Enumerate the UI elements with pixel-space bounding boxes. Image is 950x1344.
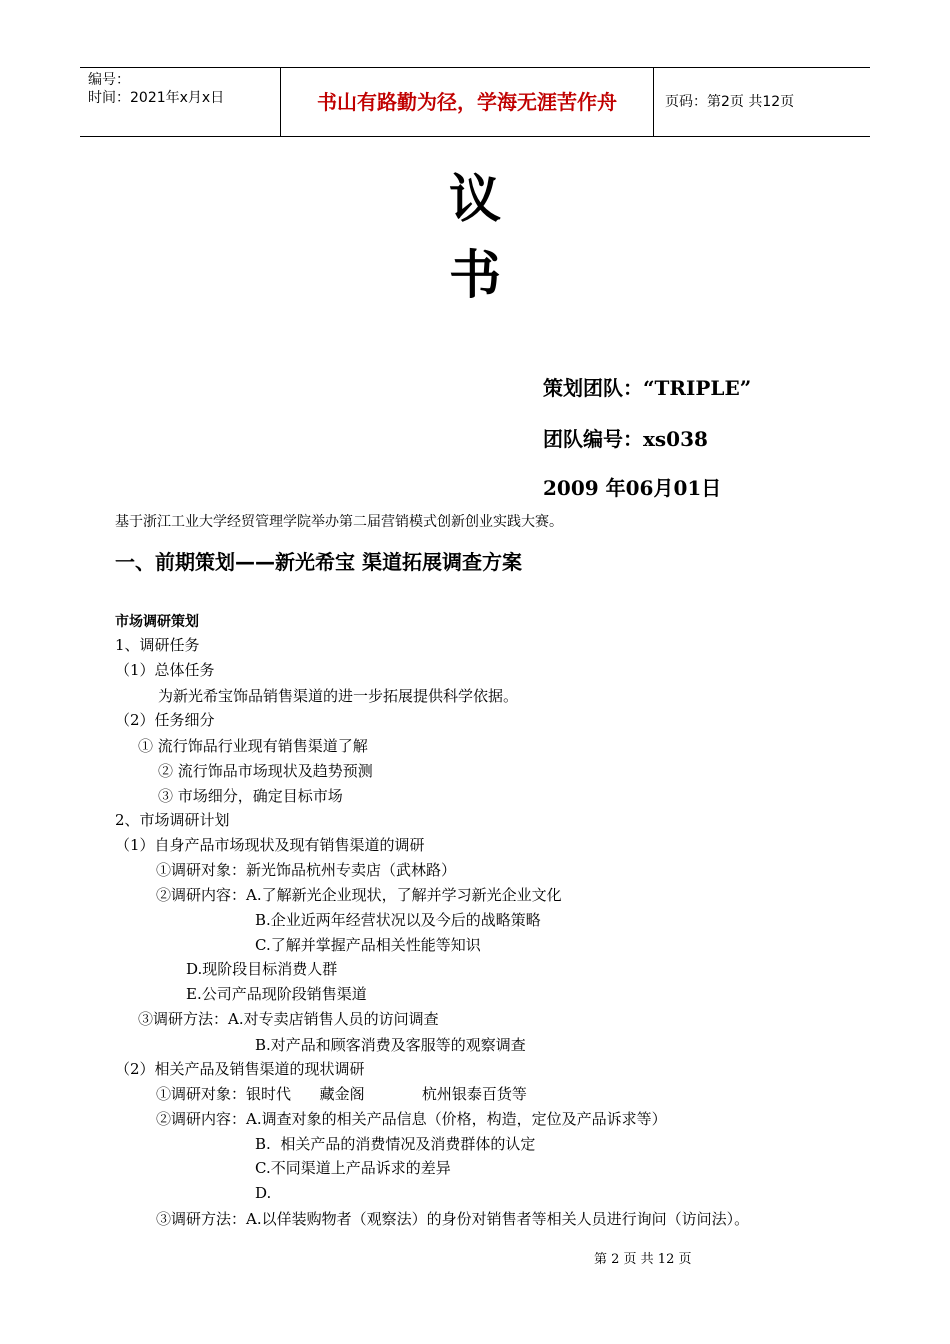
body-line: B. 相关产品的消费情况及消费群体的认定 [255,1135,536,1153]
body-line: ②调研内容：A.了解新光企业现状，了解并学习新光企业文化 [156,886,562,904]
body-line: （1）总体任务 [115,661,215,679]
body-line: D.现阶段目标消费人群 [186,960,338,978]
body-line: ③调研方法：A.以佯装购物者（观察法）的身份对销售者等相关人员进行询问（访问法）。 [156,1210,750,1228]
header-info-cell [80,68,281,136]
team-number: 团队编号：xs038 [543,427,708,451]
section-title: 一、前期策划——新光希宝 渠道拓展调查方案 [115,550,522,574]
body-line: ③ 市场细分，确定目标市场 [158,787,343,805]
body-line: （2）任务细分 [115,711,215,729]
title-char-2: 书 [448,246,501,306]
body-line: （1）自身产品市场现状及现有销售渠道的调研 [115,836,425,854]
body-line: ①调研对象：新光饰品杭州专卖店（武林路） [156,861,457,879]
document-date: 2009 年06月01日 [543,476,722,500]
team-name: 策划团队：“TRIPLE” [543,376,752,400]
body-line: 为新光希宝饰品销售渠道的进一步拓展提供科学依据。 [158,687,519,705]
body-line: 1、调研任务 [115,636,200,654]
body-line: ②调研内容：A.调查对象的相关产品信息（价格，构造，定位及产品诉求等） [156,1110,667,1128]
body-line: D. [255,1184,272,1202]
body-line: ①调研对象：银时代 藏金阁 杭州银泰百货等 [156,1085,527,1103]
body-line: ② 流行饰品市场现状及趋势预测 [158,762,373,780]
intro-paragraph: 基于浙江工业大学经贸管理学院举办第二届营销模式创新创业实践大赛。 [115,514,563,530]
body-line: （2）相关产品及销售渠道的现状调研 [115,1060,365,1078]
header-motto: 书山有路勤为径，学海无涯苦作舟 [281,68,654,136]
body-line: B.对产品和顾客消费及客服等的观察调查 [255,1036,526,1054]
title-char-1: 议 [448,170,501,230]
time-label: 时间：2021年x月x日 [88,90,225,106]
subsection-title: 市场调研策划 [115,614,199,630]
body-line: C.了解并掌握产品相关性能等知识 [255,936,481,954]
body-line: E.公司产品现阶段销售渠道 [186,985,367,1003]
body-line: B.企业近两年经营状况以及今后的战略策略 [255,911,541,929]
body-line: ① 流行饰品行业现有销售渠道了解 [138,737,368,755]
page-header-table [80,67,870,137]
header-page-info: 页码：第2页 共12页 [665,94,795,110]
body-line: 2、市场调研计划 [115,811,230,829]
body-line: C.不同渠道上产品诉求的差异 [255,1159,451,1177]
page-footer: 第 2 页 共 12 页 [594,1252,692,1267]
serial-label: 编号： [88,72,130,88]
body-line: ③调研方法：A.对专卖店销售人员的访问调查 [138,1010,439,1028]
